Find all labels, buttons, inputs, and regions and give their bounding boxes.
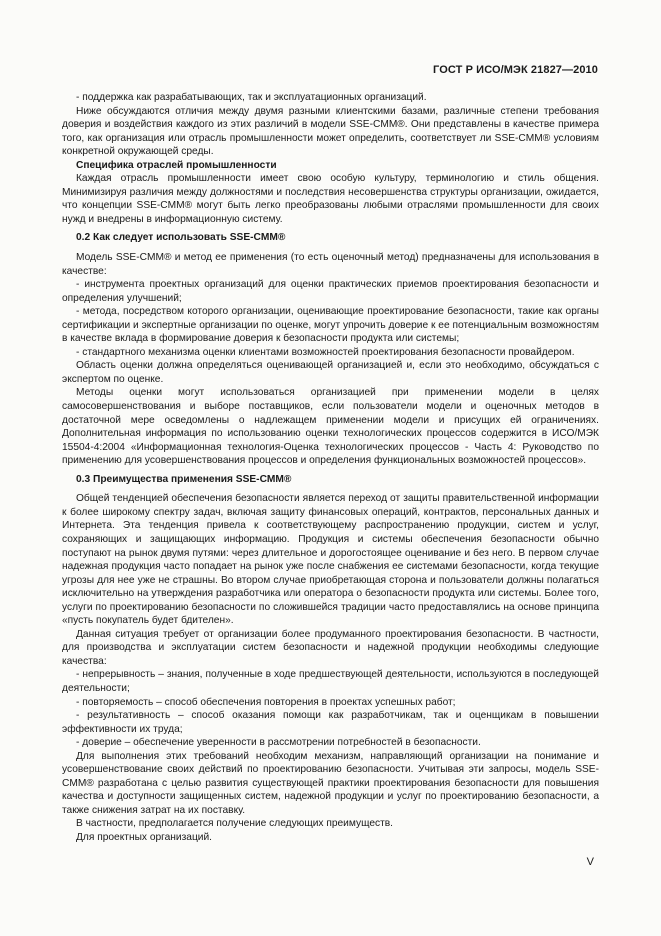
- paragraph: Методы оценки могут использоваться организацией при применении модели в целях самосовершенствования и выборе поставщиков, если пользователи модели и оценочных методов в достаточной мере осведомлены о надлежащем применении модели и присущих ей ограничениях. Дополнительная информация по использованию оценки технологических процессов содержится в ИСО/МЭК 15504-4:2004 «Информационная технология-Оценка технологических процессов - Часть 4: Руководство по применению для усовершенствования процессов и определения функциональных возможностей процессов».: [62, 387, 599, 467]
- paragraph: Данная ситуация требует от организации более продуманного проектирования безопасности. В частности, для производства и эксплуатации систем безопасности и надежной продукции необходимы следующие качества:: [62, 628, 599, 667]
- subheading: Специфика отраслей промышленности: [76, 159, 277, 171]
- paragraph: В частности, предполагается получение следующих преимуществ.: [76, 818, 393, 830]
- paragraph: - результативность – способ оказания помощи как разработчикам, так и оценщикам в повышении эффективности их труда;: [62, 710, 599, 735]
- paragraph: - повторяемость – способ обеспечения повторения в проектах успешных работ;: [76, 696, 456, 708]
- paragraph: Для выполнения этих требований необходим механизм, направляющий организации на понимание и усовершенствование своих действий по проектированию безопасности. Учитывая эти запросы, модель SSE-CMM® разработана с целью развития существующей практики проектирования безопасности для повышения качества и доступности защищенных систем, надежной продукции и услуг по проектированию безопасности, а также снижения затрат на их поставку.: [62, 750, 599, 816]
- paragraph: Для проектных организаций.: [76, 831, 213, 843]
- paragraph: Модель SSE-CMM® и метод ее применения (то есть оценочный метод) предназначены для использования в качестве:: [62, 252, 599, 277]
- paragraph: - стандартного механизма оценки клиентами возможностей проектирования безопасности провайдером.: [76, 346, 575, 358]
- paragraph: - инструмента проектных организаций для оценки практических приемов проектирования безопасности и определения улучшений;: [62, 279, 599, 304]
- paragraph: Область оценки должна определяться оценивающей организацией и, если это необходимо, обсуждаться с экспертом по оценке.: [62, 360, 599, 385]
- paragraph: - доверие – обеспечение уверенности в рассмотрении потребностей в безопасности.: [76, 737, 481, 749]
- document-body: [62, 91, 599, 845]
- paragraph: - непрерывность – знания, полученные в ходе предшествующей деятельности, используются в последующей деятельности;: [62, 669, 599, 694]
- paragraph: Ниже обсуждаются отличия между двумя разными клиентскими базами, различные степени требования доверия и воздействия каждого из этих различий в модели SSE-CMM®. Они представлены в качестве примера того, как организация или отрасль промышленности может определить, соответствует ли SSE-CMM® условиям конкретной окружающей среды.: [62, 105, 599, 158]
- paragraph: - поддержка как разрабатывающих, так и эксплуатационных организаций.: [76, 92, 427, 103]
- paragraph: Каждая отрасль промышленности имеет свою особую культуру, терминологию и стиль общения. Минимизируя различия между должностями и последствия несовершенства структуры организации, ожидается, что концепции SSE-CMM® могут быть легко преобразованы любыми отраслями промышленности для своих нужд и внедрены в информационную систему.: [62, 173, 599, 225]
- section-heading: 0.2 Как следует использовать SSE-CMM®: [76, 232, 286, 244]
- section-heading: 0.3 Преимущества применения SSE-CMM®: [76, 473, 292, 485]
- paragraph: Общей тенденцией обеспечения безопасности является переход от защиты правительственной информации к более широкому спектру задач, включая защиту финансовых операций, контрактов, персональных данных и Интернета. Эта тенденция привела к соответствующему распространению продукции, систем и услуг, сохраняющих и защищающих информацию. Продукция и системы обеспечения безопасности обычно поступают на рынок двумя путями: через длительное и дорогостоящее оценивание и без него. В первом случае надежная продукция часто попадает на рынок уже после снабжения ее системами безопасности, когда текущие угрозы для нее уже не страшны. Во втором случае приобретающая сторона и пользователи должны полагаться исключительно на утверждения разработчика или оператора о безопасности продукта или системы. Более того, услуги по проектированию безопасности по сложившейся традиции часто предоставлялись на основе принципа «пусть покупатель будет бдителен».: [62, 493, 599, 627]
- paragraph: - метода, посредством которого организации, оценивающие проектирование безопасности, такие как органы сертификации и экспертные организации по оценке, могут упрочить доверие к ее потенциальным возможностям в качестве вклада в формирование доверия к безопасности продукта или системы;: [62, 306, 599, 345]
- document-header: ГОСТ Р ИСО/МЭК 21827—2010: [433, 64, 598, 76]
- page-number: V: [586, 856, 594, 868]
